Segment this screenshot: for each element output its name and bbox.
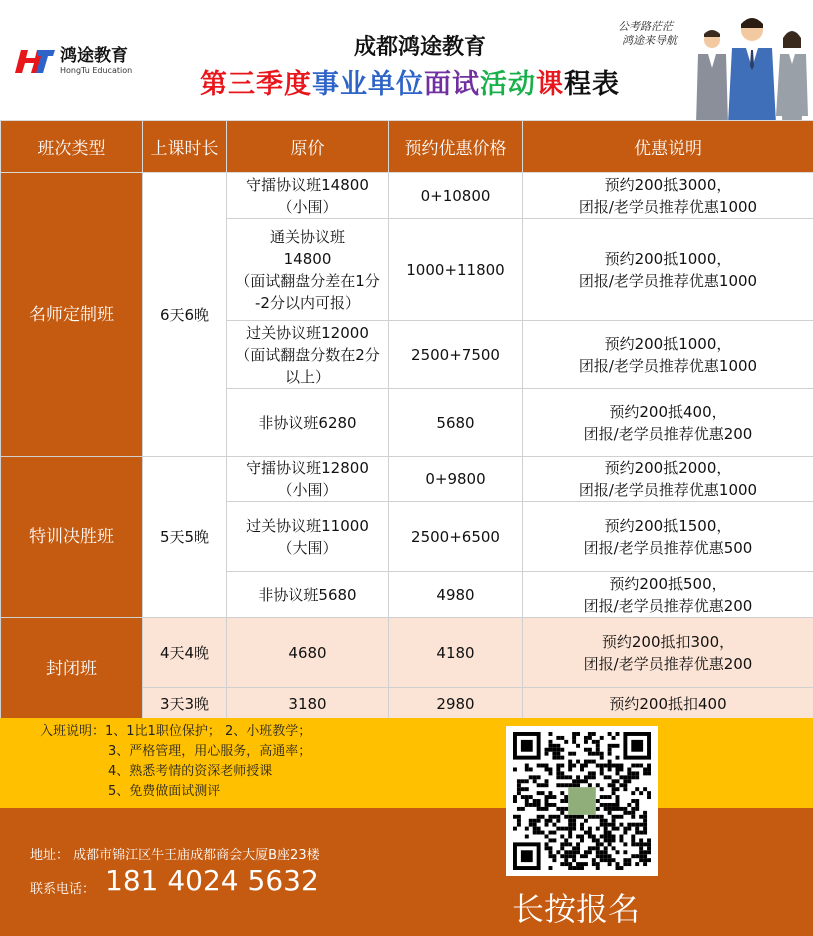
footer <box>0 808 813 936</box>
table-row <box>1 457 813 502</box>
info-line-3: 4、熟悉考情的资深老师授课 <box>108 764 273 779</box>
duration-cell: 3天3晚 <box>143 688 227 720</box>
title-segment: 活动 <box>480 69 536 100</box>
price-cell: 守擂协议班12800 （小围） <box>227 457 389 502</box>
duration-cell: 4天4晚 <box>143 618 227 688</box>
logo-en-text: HongTu Education <box>60 66 133 75</box>
header-discount-desc: 优惠说明 <box>523 121 813 173</box>
header <box>0 0 813 120</box>
title-segment: 程表 <box>564 69 620 100</box>
promo-cell: 4980 <box>389 572 523 618</box>
promo-cell: 4180 <box>389 618 523 688</box>
price-cell: 守擂协议班14800 （小围） <box>227 173 389 219</box>
title-segment: 事业单位 <box>312 69 424 100</box>
promo-cell: 5680 <box>389 389 523 457</box>
desc-cell: 预约200抵扣300， 团报/老学员推荐优惠200 <box>523 618 813 688</box>
slogan-line-1: 公考路茫茫 <box>618 20 673 33</box>
category-cell: 名师定制班 <box>1 173 143 457</box>
phone-number[interactable]: 181 4024 5632 <box>105 864 319 897</box>
desc-cell: 预约200抵2000， 团报/老学员推荐优惠1000 <box>523 457 813 502</box>
info-line-4: 5、免费做面试测评 <box>108 784 221 799</box>
price-cell: 3180 <box>227 688 389 720</box>
promo-cell: 0+9800 <box>389 457 523 502</box>
header-class-type: 班次类型 <box>1 121 143 173</box>
title-segment: 第三季度 <box>200 69 312 100</box>
phone-label: 联系电话： <box>30 882 96 897</box>
promo-cell: 0+10800 <box>389 173 523 219</box>
promo-cell: 1000+11800 <box>389 219 523 321</box>
qr-code[interactable] <box>506 726 658 876</box>
price-cell: 过关协议班12000 （面试翻盘分数在2分 以上） <box>227 321 389 389</box>
table-header-row <box>1 121 813 173</box>
desc-cell: 预约200抵扣400 <box>523 688 813 720</box>
desc-cell: 预约200抵400， 团报/老学员推荐优惠200 <box>523 389 813 457</box>
header-original-price: 原价 <box>227 121 389 173</box>
desc-cell: 预约200抵1000， 团报/老学员推荐优惠1000 <box>523 219 813 321</box>
price-cell: 过关协议班11000 （大围） <box>227 502 389 572</box>
title-segment: 面试 <box>424 69 480 100</box>
category-cell: 封闭班 <box>1 618 143 720</box>
schedule-table <box>0 120 813 720</box>
price-cell: 非协议班5680 <box>227 572 389 618</box>
promo-cell: 2500+7500 <box>389 321 523 389</box>
duration-cell: 5天5晚 <box>143 457 227 618</box>
price-cell: 非协议班6280 <box>227 389 389 457</box>
header-duration: 上课时长 <box>143 121 227 173</box>
price-cell: 4680 <box>227 618 389 688</box>
qr-code-icon <box>512 732 652 870</box>
hongtu-logo-icon <box>14 46 56 76</box>
title-segment: 课 <box>536 69 564 100</box>
promo-cell: 2980 <box>389 688 523 720</box>
schedule-title <box>170 62 650 101</box>
desc-cell: 预约200抵3000， 团报/老学员推荐优惠1000 <box>523 173 813 219</box>
slogan-line-2: 鸿途来导航 <box>622 34 677 47</box>
header-promo-price: 预约优惠价格 <box>389 121 523 173</box>
enrollment-info <box>0 718 813 808</box>
info-line-1: 入班说明：1、1比1职位保护； 2、小班教学； <box>40 724 312 739</box>
table-row <box>1 618 813 688</box>
desc-cell: 预约200抵1000， 团报/老学员推荐优惠1000 <box>523 321 813 389</box>
address: 地址： 成都市锦江区牛王庙成都商会大厦B座23楼 <box>30 848 320 863</box>
org-title: 成都鸿途教育 <box>353 35 486 60</box>
desc-cell: 预约200抵500， 团报/老学员推荐优惠200 <box>523 572 813 618</box>
table-row <box>1 173 813 219</box>
logo-cn-text: 鸿途教育 <box>60 46 128 66</box>
desc-cell: 预约200抵1500， 团报/老学员推荐优惠500 <box>523 502 813 572</box>
info-line-2: 3、严格管理，用心服务，高通率； <box>108 744 312 759</box>
duration-cell: 6天6晚 <box>143 173 227 457</box>
price-cell: 通关协议班 14800 （面试翻盘分差在1分 -2分以内可报） <box>227 219 389 321</box>
signup-text: 长按报名 <box>512 890 641 928</box>
category-cell: 特训决胜班 <box>1 457 143 618</box>
promo-cell: 2500+6500 <box>389 502 523 572</box>
logo <box>14 46 132 76</box>
